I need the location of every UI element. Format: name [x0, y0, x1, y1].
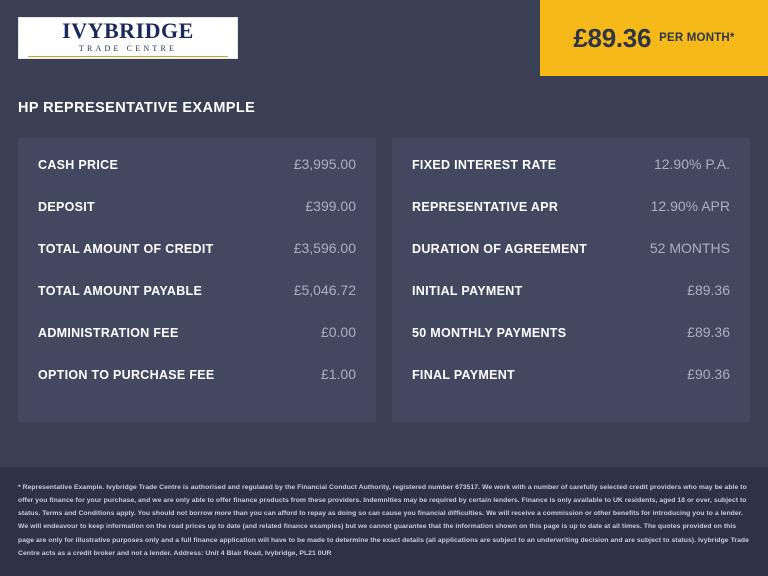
page-title: HP REPRESENTATIVE EXAMPLE — [18, 100, 256, 116]
detail-label: DURATION OF AGREEMENT — [412, 242, 588, 256]
finance-panel-right — [392, 138, 750, 422]
page-header — [0, 0, 768, 76]
detail-row — [412, 198, 730, 240]
detail-value: £89.36 — [687, 324, 730, 340]
logo-divider — [28, 56, 228, 57]
detail-value: £1.00 — [320, 366, 356, 382]
detail-value: £0.00 — [320, 324, 356, 340]
detail-row — [412, 324, 730, 366]
detail-value: £399.00 — [305, 198, 356, 214]
detail-value: 52 MONTHS — [649, 240, 730, 256]
detail-row — [38, 198, 356, 240]
detail-row — [412, 282, 730, 324]
detail-label: CASH PRICE — [38, 158, 119, 172]
detail-row — [412, 366, 730, 408]
detail-row — [412, 156, 730, 198]
detail-label: TOTAL AMOUNT PAYABLE — [38, 284, 203, 298]
detail-label: FIXED INTEREST RATE — [412, 158, 557, 172]
detail-row — [38, 366, 356, 408]
detail-value: 12.90% P.A. — [653, 156, 730, 172]
detail-row — [38, 324, 356, 366]
detail-row — [38, 156, 356, 198]
monthly-price-amount: £89.36 — [573, 22, 652, 53]
detail-value: £5,046.72 — [293, 282, 356, 298]
brand-logo — [18, 17, 238, 59]
finance-panel-left — [18, 138, 376, 422]
detail-label: 50 MONTHLY PAYMENTS — [412, 326, 567, 340]
detail-label: OPTION TO PURCHASE FEE — [38, 368, 215, 382]
detail-label: REPRESENTATIVE APR — [412, 200, 559, 214]
detail-label: DEPOSIT — [38, 200, 95, 214]
detail-label: ADMINISTRATION FEE — [38, 326, 179, 340]
finance-details-panels — [0, 116, 768, 422]
monthly-price-banner — [540, 0, 768, 76]
detail-value: £3,596.00 — [293, 240, 356, 256]
detail-value: 12.90% APR — [650, 198, 730, 214]
detail-label: INITIAL PAYMENT — [412, 284, 523, 298]
detail-label: FINAL PAYMENT — [412, 368, 515, 382]
logo-sub-text: TRADE CENTRE — [78, 43, 178, 53]
detail-value: £3,995.00 — [293, 156, 356, 172]
detail-value: £90.36 — [687, 366, 730, 382]
detail-row — [38, 282, 356, 324]
detail-row — [38, 240, 356, 282]
detail-value: £89.36 — [687, 282, 730, 298]
legal-disclaimer: * Representative Example. Ivybridge Trade Centre is authorised and regulated by the Financial Conduct Authority, registered number 673517. We work with a number of carefully selected credit providers who may be able to offer you finance for your purchase, and we are only able to offer finance products from these providers. Indemnities may be required by certain lenders. Finance is only available to UK residents, aged 18 or over, subject to status. Terms and Conditions apply. You should not borrow more than you can afford to repay as doing so can cause you financial difficulties. We will receive a commission or other benefits for introducing you to a lender. We will endeavour to keep information on the road prices up to date (and related finance examples) but we cannot guarantee that the information shown on this page is up to date at all times. The quotes provided on this page are only for illustrative purposes only and a full finance application will have to be made to determine the exact details (all applications are subject to an underwriting decision and are subject to status). Ivybridge Trade Centre acts as a credit broker and not a lender. Address: Unit 4 Blair Road, Ivybridge, PL21 0UR — [0, 467, 768, 576]
monthly-price-period: PER MONTH* — [659, 32, 735, 44]
detail-row — [412, 240, 730, 282]
detail-label: TOTAL AMOUNT OF CREDIT — [38, 242, 214, 256]
logo-main-text: IVYBRIDGE — [62, 17, 194, 43]
